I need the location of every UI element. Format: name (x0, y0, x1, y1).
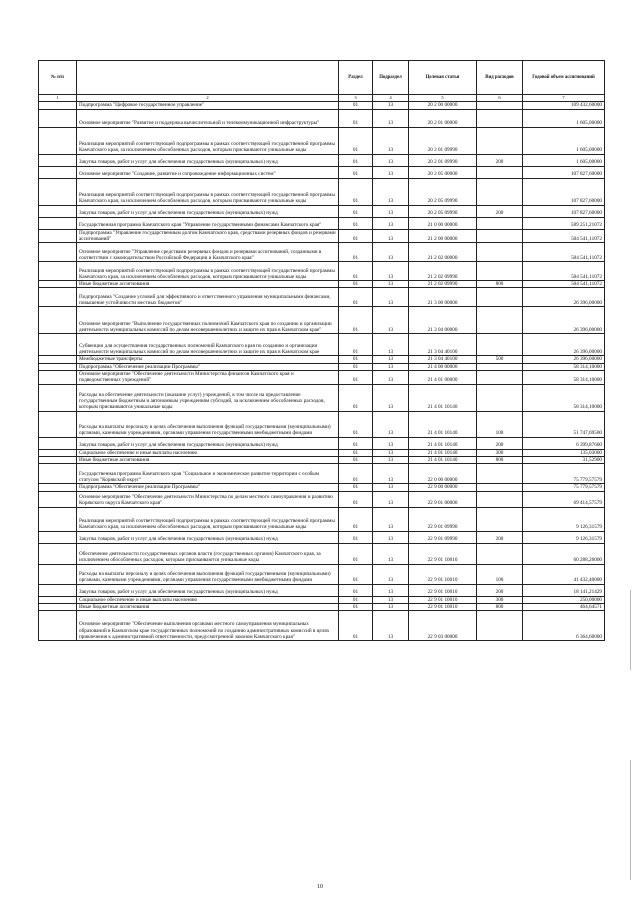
amount-cell: 107 827,60000 (523, 205, 605, 217)
expense-cell (477, 288, 523, 307)
num-cell (39, 564, 77, 584)
num-cell (39, 166, 77, 178)
amount-cell: 75 779,57579 (523, 484, 605, 491)
num-cell (39, 334, 77, 356)
target-cell: 21 3 04 40100 (409, 334, 477, 356)
name-cell: Реализация мероприятий соответствующей подпрограммы в рамках соответствующей государственной программы Камчатского края, за исключением обособленных расходов, которым присваиваются уникальные коды (77, 127, 339, 154)
header-num: № п/п (39, 61, 77, 95)
expense-cell: 200 (477, 531, 523, 543)
index-cell: 6 (477, 95, 523, 102)
subsection-cell: 13 (373, 596, 409, 603)
target-cell: 21 4 01 10140 (409, 411, 477, 437)
table-row (39, 564, 605, 584)
target-cell: 21 2 00 00000 (409, 229, 477, 243)
section-cell: 01 (339, 603, 373, 610)
subsection-cell: 13 (373, 334, 409, 356)
expense-cell: 800 (477, 456, 523, 463)
table-body (39, 95, 605, 641)
num-cell (39, 611, 77, 641)
page-number: 10 (317, 884, 323, 890)
expense-cell (477, 334, 523, 356)
section-cell: 01 (339, 178, 373, 205)
expense-cell: 200 (477, 154, 523, 166)
index-cell: 3 (339, 95, 373, 102)
name-cell: Подпрограмма "Создание условий для эффективного и ответственного управления муниципальными финансами, повышение устойчивости местных бюджетов" (77, 288, 339, 307)
target-cell: 20 2 05 00000 (409, 166, 477, 178)
name-cell: Государственная программа Камчатского края "Социальное и экономическое развитие территории с особым статусом "Корякский округ" (77, 464, 339, 484)
target-cell: 21 4 01 00000 (409, 371, 477, 385)
num-cell (39, 531, 77, 543)
amount-cell: 75 779,57579 (523, 464, 605, 484)
amount-cell: 504 541,11072 (523, 262, 605, 281)
num-cell (39, 603, 77, 610)
index-cell: 4 (373, 95, 409, 102)
expense-cell (477, 217, 523, 229)
target-cell: 21 0 00 00000 (409, 217, 477, 229)
num-cell (39, 371, 77, 385)
name-cell: Основное мероприятие "Обеспечение деятельности Министерства финансов Камчатского края и подведомственных учреждений" (77, 371, 339, 385)
table-row (39, 596, 605, 603)
name-cell: Субвенции для осуществления государственных полномочий Камчатского края по созданию и организации деятельности муниципальных комиссий по делам несовершеннолетних и защите их прав в Камчатском крае (77, 334, 339, 356)
name-cell: Закупка товаров, работ и услуг для обеспечения государственных (муниципальных) нужд (77, 531, 339, 543)
target-cell: 22 9 01 10010 (409, 584, 477, 596)
amount-cell: 1 605,00000 (523, 109, 605, 127)
table-row (39, 262, 605, 281)
target-cell: 20 2 05 09990 (409, 205, 477, 217)
section-cell: 01 (339, 109, 373, 127)
table-row (39, 449, 605, 456)
name-cell: Социальное обеспечение и иные выплаты населению (77, 449, 339, 456)
num-cell (39, 154, 77, 166)
expense-cell: 200 (477, 584, 523, 596)
num-cell (39, 229, 77, 243)
subsection-cell: 13 (373, 564, 409, 584)
section-cell: 01 (339, 371, 373, 385)
num-cell (39, 411, 77, 437)
header-amount: Годовой объем ассигнований (523, 61, 605, 95)
section-cell: 01 (339, 611, 373, 641)
amount-cell: 26 396,00000 (523, 288, 605, 307)
target-cell: 22 9 01 09990 (409, 507, 477, 531)
num-cell (39, 491, 77, 507)
budget-table (38, 60, 605, 641)
table-row (39, 281, 605, 288)
expense-cell (477, 102, 523, 109)
expense-cell (477, 166, 523, 178)
section-cell: 01 (339, 288, 373, 307)
section-cell: 01 (339, 307, 373, 334)
subsection-cell: 13 (373, 611, 409, 641)
scan-edge-mark (630, 760, 631, 880)
index-cell: 2 (77, 95, 339, 102)
name-cell: Закупка товаров, работ и услуг для обеспечения государственных (муниципальных) нужд (77, 584, 339, 596)
num-cell (39, 102, 77, 109)
subsection-cell: 13 (373, 437, 409, 449)
subsection-cell: 13 (373, 411, 409, 437)
name-cell: Закупка товаров, работ и услуг для обеспечения государственных (муниципальных) нужд (77, 154, 339, 166)
table-row (39, 166, 605, 178)
amount-cell: 41 432,40000 (523, 564, 605, 584)
table-row (39, 178, 605, 205)
amount-cell: 58 314,10000 (523, 384, 605, 411)
table-row (39, 437, 605, 449)
amount-cell: 589 251,21072 (523, 217, 605, 229)
amount-cell: 504 541,11072 (523, 229, 605, 243)
table-row (39, 371, 605, 385)
target-cell: 22 9 01 10010 (409, 543, 477, 564)
table-row (39, 531, 605, 543)
subsection-cell: 13 (373, 484, 409, 491)
amount-cell: 58 314,10000 (523, 363, 605, 370)
num-cell (39, 127, 77, 154)
name-cell: Основное мероприятие "Обеспечение деятельности Министерства по делам местного самоуправления и развитию Корякского округа Камчатского края" (77, 491, 339, 507)
target-cell: 22 9 01 09990 (409, 531, 477, 543)
name-cell: Социальное обеспечение и иные выплаты населению (77, 596, 339, 603)
num-cell (39, 384, 77, 411)
num-cell (39, 584, 77, 596)
section-cell: 01 (339, 449, 373, 456)
table-row (39, 363, 605, 370)
section-cell: 01 (339, 411, 373, 437)
amount-cell: 107 827,60000 (523, 178, 605, 205)
num-cell (39, 281, 77, 288)
expense-cell: 300 (477, 449, 523, 456)
subsection-cell: 13 (373, 217, 409, 229)
expense-cell (477, 371, 523, 385)
amount-cell: 504 541,11072 (523, 243, 605, 262)
name-cell: Межбюджетные трансферты (77, 356, 339, 363)
expense-cell (477, 127, 523, 154)
table-row (39, 507, 605, 531)
num-cell (39, 456, 77, 463)
section-cell: 01 (339, 217, 373, 229)
expense-cell (477, 262, 523, 281)
expense-cell (477, 543, 523, 564)
table-row (39, 205, 605, 217)
table-row (39, 356, 605, 363)
target-cell: 22 9 00 00000 (409, 484, 477, 491)
expense-cell: 800 (477, 281, 523, 288)
name-cell: Основное мероприятие "Создание, развитие и сопровождение информационных систем" (77, 166, 339, 178)
target-cell: 22 9 01 10010 (409, 603, 477, 610)
subsection-cell: 13 (373, 356, 409, 363)
table-row (39, 611, 605, 641)
subsection-cell: 13 (373, 154, 409, 166)
table-row (39, 243, 605, 262)
num-cell (39, 543, 77, 564)
section-cell: 01 (339, 154, 373, 166)
table-row (39, 456, 605, 463)
num-cell (39, 109, 77, 127)
subsection-cell: 13 (373, 584, 409, 596)
target-cell: 22 9 01 00000 (409, 491, 477, 507)
target-cell: 21 4 01 10140 (409, 384, 477, 411)
expense-cell (477, 109, 523, 127)
num-cell (39, 262, 77, 281)
name-cell: Расходы на обеспечение деятельности (оказание услуг) учреждений, в том числе на предоставление государственным бюджетным и автономным учреждениям субсидий, за исключением обособленных расходов, которым присваиваются уникальные коды (77, 384, 339, 411)
amount-cell: 109 432,60000 (523, 102, 605, 109)
name-cell: Иные бюджетные ассигнования (77, 281, 339, 288)
target-cell: 22 0 00 00000 (409, 464, 477, 484)
section-cell: 01 (339, 464, 373, 484)
target-cell: 21 2 02 09990 (409, 281, 477, 288)
amount-cell: 18 141,21429 (523, 584, 605, 596)
table-row (39, 411, 605, 437)
amount-cell: 58 314,10000 (523, 371, 605, 385)
subsection-cell: 13 (373, 127, 409, 154)
section-cell: 01 (339, 384, 373, 411)
amount-cell: 504 541,11072 (523, 281, 605, 288)
table-row (39, 154, 605, 166)
section-cell: 01 (339, 584, 373, 596)
target-cell: 22 9 01 10010 (409, 596, 477, 603)
target-cell: 21 2 02 00000 (409, 243, 477, 262)
target-cell: 20 2 01 09990 (409, 127, 477, 154)
num-cell (39, 507, 77, 531)
amount-cell: 250,00000 (523, 596, 605, 603)
table-row (39, 334, 605, 356)
scan-edge-mark (630, 590, 631, 670)
num-cell (39, 178, 77, 205)
table-row (39, 109, 605, 127)
name-cell: Иные бюджетные ассигнования (77, 603, 339, 610)
target-cell: 22 9 03 00000 (409, 611, 477, 641)
header-expense: Вид расходов (477, 61, 523, 95)
amount-cell: 31,52900 (523, 456, 605, 463)
section-cell: 01 (339, 334, 373, 356)
section-cell: 01 (339, 281, 373, 288)
expense-cell: 300 (477, 596, 523, 603)
target-cell: 21 4 01 10140 (409, 456, 477, 463)
amount-cell: 464,64571 (523, 603, 605, 610)
subsection-cell: 13 (373, 603, 409, 610)
amount-cell: 9 126,31579 (523, 531, 605, 543)
expense-cell (477, 491, 523, 507)
index-cell: 5 (409, 95, 477, 102)
table-row (39, 491, 605, 507)
expense-cell (477, 229, 523, 243)
subsection-cell: 13 (373, 384, 409, 411)
target-cell: 21 4 01 10140 (409, 437, 477, 449)
section-cell: 01 (339, 166, 373, 178)
expense-cell: 100 (477, 564, 523, 584)
table-header (39, 61, 605, 95)
name-cell: Подпрограмма "Обеспечение реализации Программы" (77, 484, 339, 491)
table-row (39, 307, 605, 334)
expense-cell (477, 484, 523, 491)
num-cell (39, 243, 77, 262)
num-cell (39, 449, 77, 456)
amount-cell: 1 605,00000 (523, 127, 605, 154)
num-cell (39, 484, 77, 491)
section-cell: 01 (339, 356, 373, 363)
subsection-cell: 13 (373, 281, 409, 288)
section-cell: 01 (339, 262, 373, 281)
target-cell: 20 2 05 09990 (409, 178, 477, 205)
expense-cell (477, 611, 523, 641)
section-cell: 01 (339, 484, 373, 491)
section-cell: 01 (339, 205, 373, 217)
section-cell: 01 (339, 127, 373, 154)
index-cell: 1 (39, 95, 77, 102)
table-row (39, 127, 605, 154)
name-cell: Реализация мероприятий соответствующей подпрограммы в рамках соответствующей государственной программы Камчатского края, за исключением обособленных расходов, которым присваиваются уникальные коды (77, 507, 339, 531)
num-cell (39, 288, 77, 307)
section-cell: 01 (339, 543, 373, 564)
target-cell: 21 2 02 09990 (409, 262, 477, 281)
name-cell: Обеспечение деятельности государственных органов власти (государственных органов) Камчатского края, за исключением обособленных расходов, которым присваиваются уникальные коды (77, 543, 339, 564)
amount-cell: 6 364,60000 (523, 611, 605, 641)
table-row (39, 384, 605, 411)
target-cell: 21 4 01 10140 (409, 449, 477, 456)
num-cell (39, 205, 77, 217)
section-cell: 01 (339, 564, 373, 584)
table-row (39, 543, 605, 564)
header-target: Целевая статья (409, 61, 477, 95)
subsection-cell: 13 (373, 464, 409, 484)
name-cell: Основное мероприятие "Развитие и поддержка вычислительной и телекоммуникационной инфраструктуры" (77, 109, 339, 127)
name-cell: Подпрограмма "Управление государственным долгом Камчатского края, средствами резервных фондов и резервами ассигнований" (77, 229, 339, 243)
table-row (39, 584, 605, 596)
table-row (39, 603, 605, 610)
name-cell: Подпрограмма "Обеспечение реализации Программы" (77, 363, 339, 370)
name-cell: Реализация мероприятий соответствующей подпрограммы в рамках соответствующей государственной программы Камчатского края, за исключением обособленных расходов, которым присваиваются уникальные коды (77, 178, 339, 205)
subsection-cell: 13 (373, 229, 409, 243)
subsection-cell: 13 (373, 102, 409, 109)
expense-cell (477, 178, 523, 205)
name-cell: Реализация мероприятий соответствующей подпрограммы в рамках соответствующей государственной программы Камчатского края, за исключением обособленных расходов, которым присваиваются уникальные коды (77, 262, 339, 281)
column-index-row (39, 95, 605, 102)
amount-cell: 6 399,87600 (523, 437, 605, 449)
name-cell: Основное мероприятие "Выполнение государственных полномочий Камчатского края по созданию и организации деятельности муниципальных комиссий по делам несовершеннолетних и защите их прав в Камчатском крае" (77, 307, 339, 334)
subsection-cell: 13 (373, 307, 409, 334)
name-cell: Основное мероприятие "Управление средствами резервных фондов и резервами ассигнований, созданными в соответствии с законодательством Российской Федерации и Камчатского края" (77, 243, 339, 262)
subsection-cell: 13 (373, 205, 409, 217)
index-cell: 7 (523, 95, 605, 102)
expense-cell: 500 (477, 356, 523, 363)
num-cell (39, 363, 77, 370)
section-cell: 01 (339, 596, 373, 603)
table-row (39, 484, 605, 491)
section-cell: 01 (339, 363, 373, 370)
num-cell (39, 307, 77, 334)
expense-cell: 200 (477, 205, 523, 217)
amount-cell: 51 747,69500 (523, 411, 605, 437)
subsection-cell: 13 (373, 178, 409, 205)
target-cell: 20 2 00 00000 (409, 102, 477, 109)
subsection-cell: 13 (373, 531, 409, 543)
subsection-cell: 13 (373, 449, 409, 456)
amount-cell: 60 288,26000 (523, 543, 605, 564)
header-name (77, 61, 339, 95)
target-cell: 21 3 04 00000 (409, 307, 477, 334)
num-cell (39, 437, 77, 449)
name-cell: Закупка товаров, работ и услуг для обеспечения государственных (муниципальных) нужд (77, 437, 339, 449)
num-cell (39, 464, 77, 484)
name-cell: Иные бюджетные ассигнования (77, 456, 339, 463)
section-cell: 01 (339, 531, 373, 543)
expense-cell (477, 307, 523, 334)
num-cell (39, 217, 77, 229)
amount-cell: 69 414,57579 (523, 491, 605, 507)
subsection-cell: 13 (373, 371, 409, 385)
section-cell: 01 (339, 491, 373, 507)
table-row (39, 217, 605, 229)
name-cell: Государственная программа Камчатского края "Управление государственными финансами Камчатского края" (77, 217, 339, 229)
amount-cell: 135,03000 (523, 449, 605, 456)
amount-cell: 1 605,00000 (523, 154, 605, 166)
expense-cell (477, 384, 523, 411)
expense-cell (477, 243, 523, 262)
expense-cell (477, 507, 523, 531)
target-cell: 21 3 00 00000 (409, 288, 477, 307)
section-cell: 01 (339, 456, 373, 463)
name-cell: Расходы на выплаты персоналу в целях обеспечения выполнения функций государственными (муниципальными) органами, казенными учреждениями, органами управления государственными внебюджетными фондами (77, 411, 339, 437)
amount-cell: 26 396,00000 (523, 356, 605, 363)
subsection-cell: 13 (373, 243, 409, 262)
section-cell: 01 (339, 102, 373, 109)
subsection-cell: 13 (373, 262, 409, 281)
subsection-cell: 13 (373, 491, 409, 507)
expense-cell: 800 (477, 603, 523, 610)
subsection-cell: 13 (373, 507, 409, 531)
header-section: Раздел (339, 61, 373, 95)
section-cell: 01 (339, 229, 373, 243)
section-cell: 01 (339, 243, 373, 262)
section-cell: 01 (339, 507, 373, 531)
target-cell: 21 4 00 00000 (409, 363, 477, 370)
num-cell (39, 596, 77, 603)
target-cell: 22 9 01 10010 (409, 564, 477, 584)
subsection-cell: 13 (373, 288, 409, 307)
subsection-cell: 13 (373, 109, 409, 127)
amount-cell: 26 396,00000 (523, 307, 605, 334)
subsection-cell: 13 (373, 166, 409, 178)
num-cell (39, 356, 77, 363)
expense-cell: 100 (477, 411, 523, 437)
table-row (39, 288, 605, 307)
target-cell: 20 2 01 09990 (409, 154, 477, 166)
name-cell: Основное мероприятие "Обеспечение выполнения органами местного самоуправления муниципальных образований в Камчатском крае государственных полномочий по созданию административных комиссий в целях привлечения к административной ответственности, предусмотренной законом Камчатского края" (77, 611, 339, 641)
subsection-cell: 13 (373, 363, 409, 370)
table-row (39, 464, 605, 484)
header-subsection: Подраздел (373, 61, 409, 95)
table-row (39, 229, 605, 243)
amount-cell: 9 126,31579 (523, 507, 605, 531)
name-cell: Подпрограмма "Цифровое государственное управление" (77, 102, 339, 109)
name-cell: Закупка товаров, работ и услуг для обеспечения государственных (муниципальных) нужд (77, 205, 339, 217)
target-cell: 20 2 01 00000 (409, 109, 477, 127)
name-cell: Расходы на выплаты персоналу в целях обеспечения выполнения функций государственными (муниципальными) органами, казенными учреждениями, органами управления государственными внебюджетными фондами (77, 564, 339, 584)
subsection-cell: 13 (373, 543, 409, 564)
expense-cell (477, 464, 523, 484)
subsection-cell: 13 (373, 456, 409, 463)
expense-cell (477, 363, 523, 370)
section-cell: 01 (339, 437, 373, 449)
amount-cell: 26 396,00000 (523, 334, 605, 356)
target-cell: 21 3 04 40100 (409, 356, 477, 363)
expense-cell: 200 (477, 437, 523, 449)
amount-cell: 107 827,60000 (523, 166, 605, 178)
table-row (39, 102, 605, 109)
